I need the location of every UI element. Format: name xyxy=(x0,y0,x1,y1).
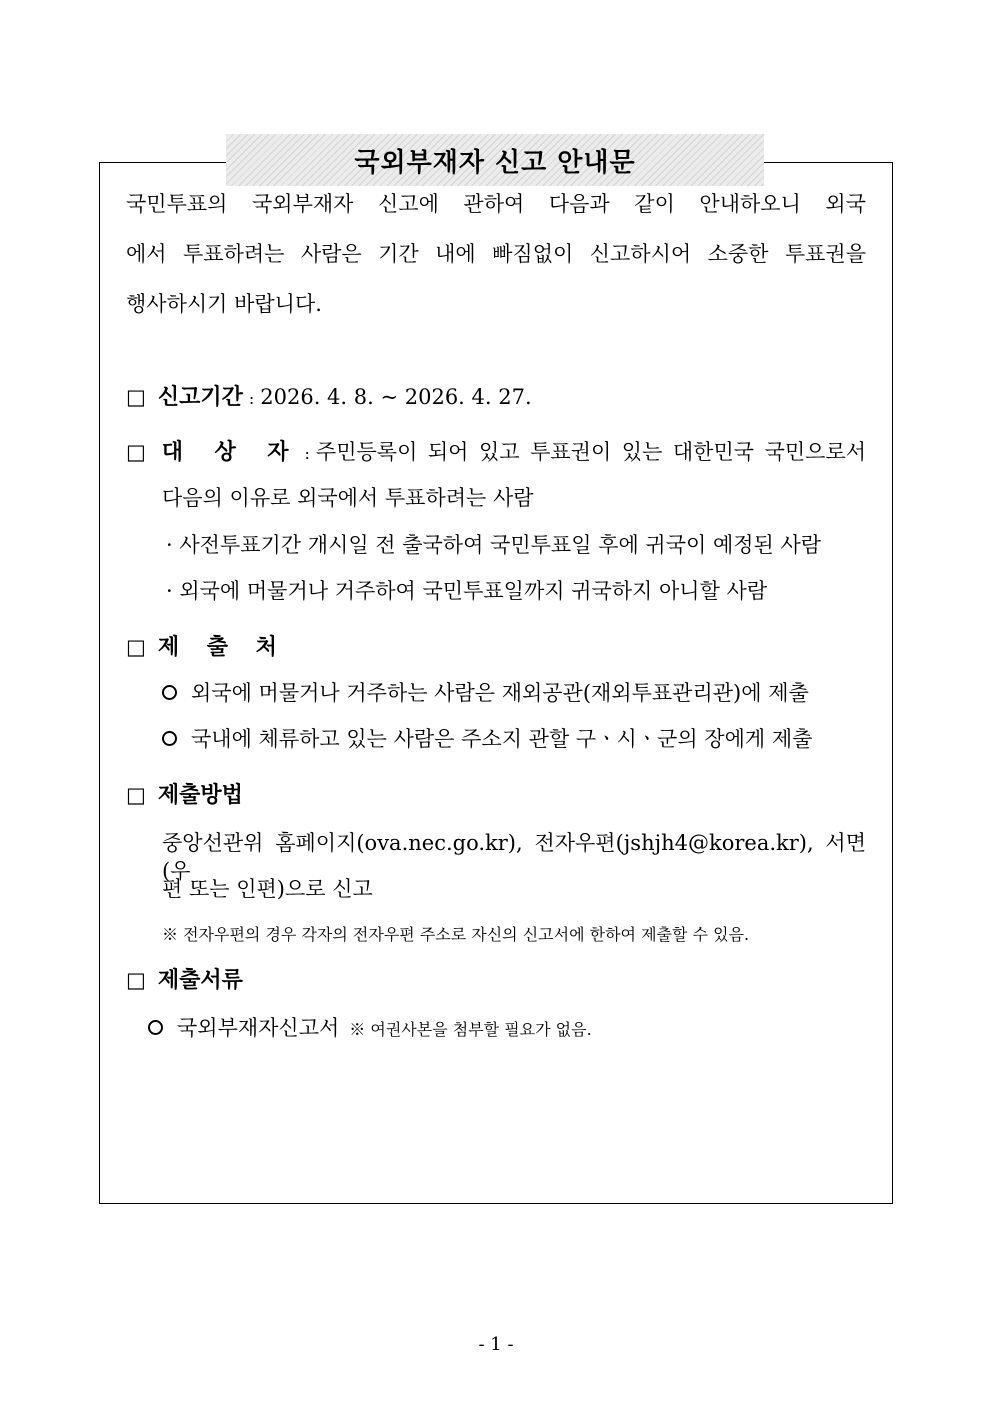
intro-line-3: 행사하시기 바랍니다. xyxy=(126,292,322,316)
target-item-1: · 사전투표기간 개시일 전 출국하여 국민투표일 후에 귀국이 예정된 사람 xyxy=(166,533,822,557)
colon: : xyxy=(304,444,310,463)
target-value: 주민등록이 되어 있고 투표권이 있는 대한민국 국민으로서 xyxy=(315,440,867,464)
notice-title xyxy=(226,134,764,186)
circle-bullet-icon xyxy=(162,685,177,700)
page-number: - 1 - xyxy=(478,1334,514,1355)
method-line-1: 중앙선관위 홈페이지(ova.nec.go.kr), 전자우편(jshjh4@korea.kr), 서면(우 xyxy=(162,831,866,883)
documents-heading: 제출서류 xyxy=(157,968,243,993)
submit-to-item-2-text: 국내에 체류하고 있는 사람은 주소지 관할 구ㆍ시ㆍ군의 장에게 제출 xyxy=(191,727,813,751)
intro-line-1: 국민투표의 국외부재자 신고에 관하여 다음과 같이 안내하오니 외국 xyxy=(126,192,866,216)
intro-line-2: 에서 투표하려는 사람은 기간 내에 빠짐없이 신고하시어 소중한 투표권을 xyxy=(126,242,866,266)
period-row xyxy=(126,383,532,413)
notice-title-text: 국외부재자 신고 안내문 xyxy=(354,147,636,178)
target-row xyxy=(126,438,866,468)
method-note: ※ 전자우편의 경우 각자의 전자우편 주소로 자신의 신고서에 한하여 제출할 수 있음. xyxy=(162,925,750,944)
period-value: 2026. 4. 8. ~ 2026. 4. 27. xyxy=(260,385,532,409)
method-row xyxy=(126,781,243,810)
checkbox-icon: □ xyxy=(126,968,146,992)
method-line-2: 편 또는 인편)으로 신고 xyxy=(162,877,373,901)
target-value-cont: 다음의 이유로 외국에서 투표하려는 사람 xyxy=(162,486,534,510)
checkbox-icon: □ xyxy=(126,635,146,659)
submit-to-item-1 xyxy=(162,679,809,707)
target-item-2: · 외국에 머물거나 거주하여 국민투표일까지 귀국하지 아니할 사람 xyxy=(166,579,768,603)
checkbox-icon: □ xyxy=(126,783,146,807)
period-heading: 신고기간 xyxy=(157,385,243,410)
checkbox-icon: □ xyxy=(126,385,146,409)
documents-row xyxy=(126,966,243,995)
documents-item-text: 국외부재자신고서 xyxy=(177,1016,340,1040)
target-heading: 대 상 자 xyxy=(161,440,299,465)
submit-to-item-2 xyxy=(162,725,812,753)
submit-to-item-1-text: 외국에 머물거나 거주하는 사람은 재외공관(재외투표관리관)에 제출 xyxy=(191,681,809,705)
submit-to-heading: 제 출 처 xyxy=(157,635,287,660)
colon: : xyxy=(248,389,255,408)
circle-bullet-icon xyxy=(148,1020,163,1035)
documents-item xyxy=(148,1014,592,1044)
submit-to-row xyxy=(126,633,287,662)
documents-note: ※ 여권사본을 첨부할 필요가 없음. xyxy=(349,1020,592,1039)
circle-bullet-icon xyxy=(162,731,177,746)
checkbox-icon: □ xyxy=(126,440,150,464)
method-heading: 제출방법 xyxy=(157,783,243,808)
